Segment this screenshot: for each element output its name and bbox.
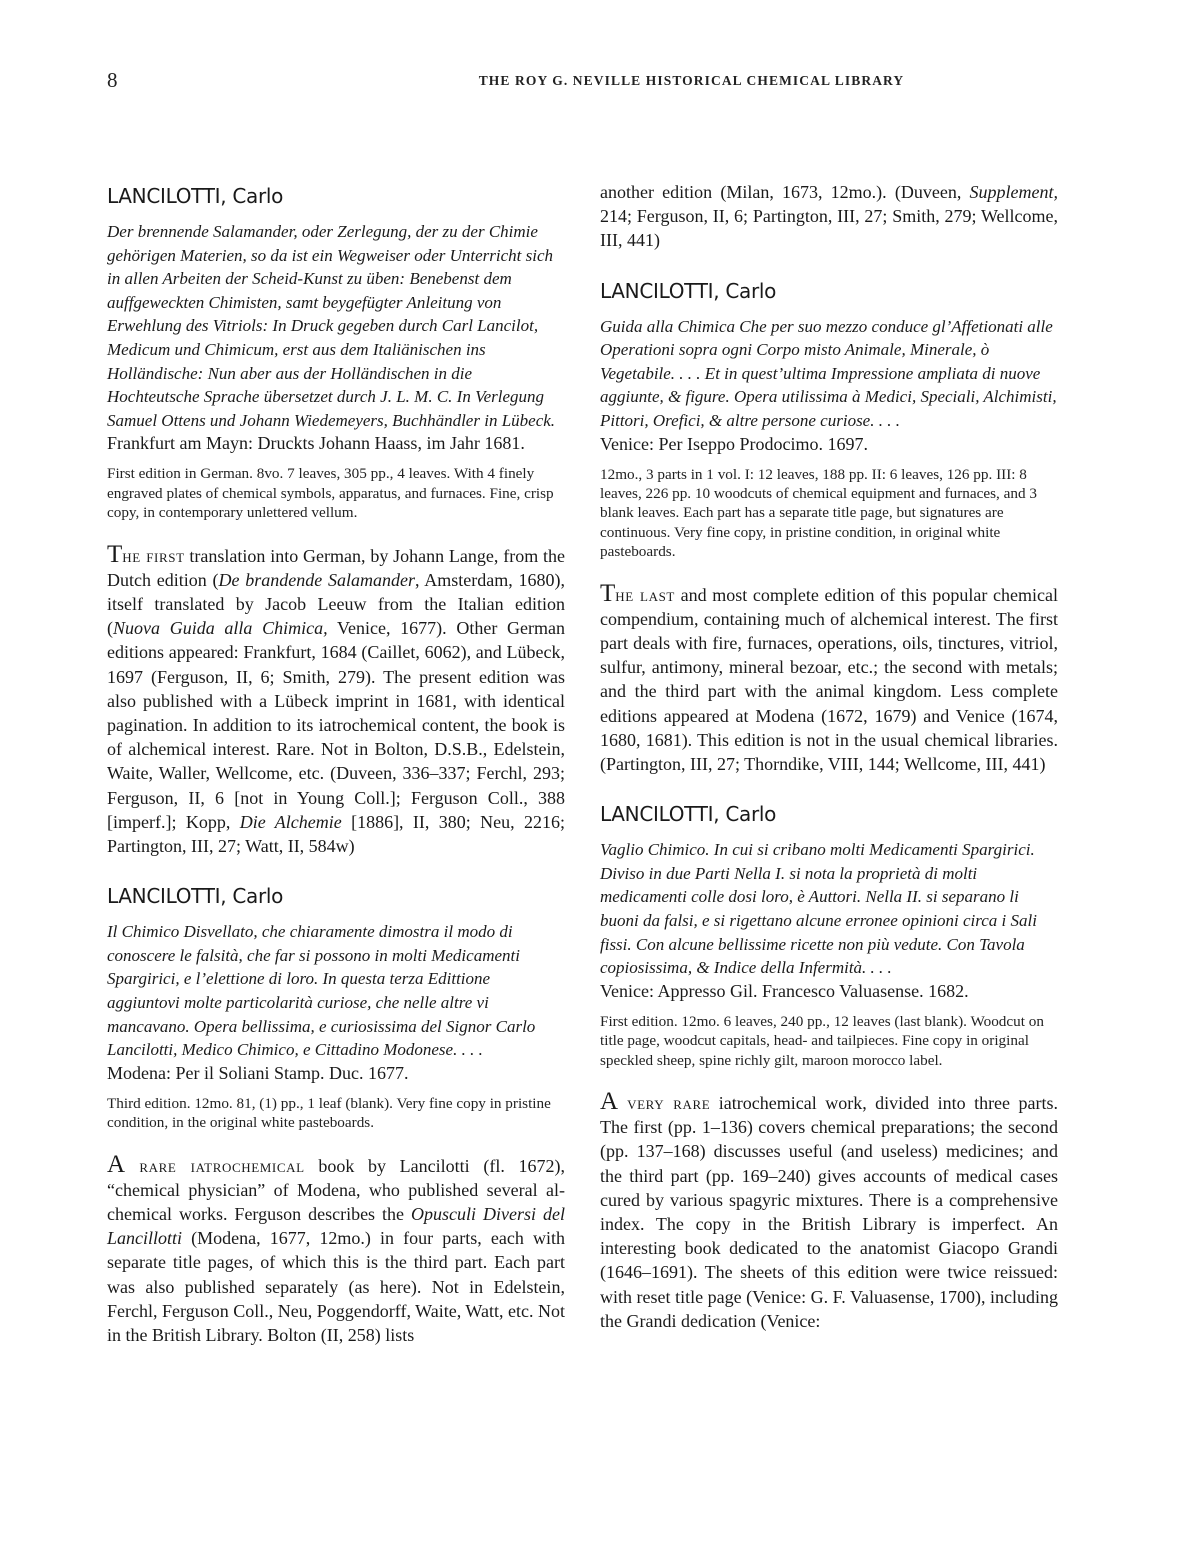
entry-2 (107, 884, 565, 1347)
note-text: 214; Ferguson, II, 6; Partington, III, 27; Smith, 279; Wellcome, III, 441) (600, 206, 1058, 251)
entry-4 (600, 802, 1058, 1333)
note-text: [1886], II, 380; Neu, 2216; Partington, III, 27; Watt, II, 584w) (107, 811, 565, 856)
entry-collation: First edition. 12mo. 6 leaves, 240 pp., 12 leaves (last blank). Woodcut on title page, woodcut capitals, head- and tailpieces. Fine copy in original speckled sheep, spine richly gilt, maroon morocco label. (600, 1012, 1044, 1069)
dropcap: A (600, 1088, 619, 1116)
small-caps-lead: he last (615, 584, 675, 605)
note-text: iatrochemical work, divided into three parts. The first (pp. 1–136) covers chemical preparations; the second (pp. 137–168) discusses useful (and useless) medicines; and the third part (pp. 169–240) gives accounts of medical cases cured by various spagyric mixtures. There is a comprehensive index. The copy in the British Library is imperfect. An interesting book dedicated to the anatomist Giacopo Grandi (1646–1691). The sheets of this edition were twice reissued: with reset title page (Venice: G. F. Valuasense, 1700), including the Grandi dedication (Venice: (600, 1093, 1058, 1331)
entry-imprint: Venice: Per Iseppo Prodocimo. 1697. (600, 433, 868, 454)
note-text: book by Lancilotti (fl. 1672), “chemical physician” of Modena, who published several alchemical works. Ferguson describes the (107, 1155, 565, 1224)
entry-title: Vaglio Chimico. In cui si cribano molti Medicamenti Spargirici. Diviso in due Parti Nella I. si nota la proprietà di molti medicamenti colle dosi loro, è Auttori. Nella II. si separano li buoni da falsi, e si rigettano alcune erronee opinioni circa i Sali fissi. Con alcune bellissime ricette non più vedute. Con Tavola copiosissima, & Indice della Infermità. . . . (600, 840, 1037, 978)
note-text: , Amsterdam, 1680), itself translated by Jacob Leeuw from the Italian edition ( (107, 569, 566, 639)
entry-collation: Third edition. 12mo. 81, (1) pp., 1 leaf (blank). Very fine copy in pristine condition, in the original white pasteboards. (107, 1094, 551, 1132)
note-text: and most complete edition of this popular chemical compendium, containing much of alchemical interest. The first part deals with fire, furnaces, operations, oils, tinctures, vitriol, sulfur, antimony, mineral bezoar, etc.; the second with metals; and the third part with the animal kingdom. Less complete editions appeared at Modena (1672, 1679) and Venice (1674, 1680, 1681). This edition is not in the usual chemical libraries. (Partington, III, 27; Thorndike, VIII, 144; Wellcome, III, 441) (600, 584, 1058, 775)
entry-author: LANCILOTTI, Carlo (600, 802, 777, 827)
entry-note (107, 1150, 565, 1348)
entry-collation: First edition in German. 8vo. 7 leaves, 305 pp., 4 leaves. With 4 finely engraved plates of chemical symbols, apparatus, and furnaces. Fine, crisp copy, in contemporary unlettered vellum. (107, 465, 554, 522)
note-italic: Supplement, (969, 182, 1058, 202)
small-caps-lead: very rare (618, 1093, 711, 1114)
note-italic: Nuova Guida alla Chimica, (113, 618, 328, 639)
page-number: 8 (107, 68, 118, 92)
note-italic: Die Alchemie (239, 811, 342, 832)
dropcap: T (600, 579, 616, 607)
entry-author: LANCILOTTI, Carlo (107, 184, 284, 208)
entry-title: Il Chimico Disvellato, che chiaramente dimostra il modo di conoscere le falsità, che far si possono in molti Medicamenti Spargirici, e l’elettione di loro. In questa terza Edittione aggiuntovi molte particolarità curiose, che nelle altre vi mancavano. Opera bellissima, e curiosissima del Signor Carlo Lancilotti, Medico Chimico, e Cittadino Modonese. . . . (107, 922, 536, 1060)
entry-collation: 12mo., 3 parts in 1 vol. I: 12 leaves, 188 pp. II: 6 leaves, 126 pp. III: 8 leaves, 226 pp. 10 woodcuts of chemical equipment and furnaces, and 3 blank leaves. Each part has a separate title page, but signatures are continuous. Very fine copy, in pristine condition, in original white pasteboards. (600, 465, 1037, 561)
dropcap: T (107, 540, 123, 568)
note-italic: Opusculi Diversi del Lancillotti (107, 1203, 565, 1249)
entry-imprint: Frankfurt am Mayn: Druckts Johann Haass, im Jahr 1681. (107, 433, 525, 454)
entry-note-continued (600, 180, 1058, 253)
note-text: translation into German, by Johann Lange, from the Dutch edition ( (107, 545, 566, 590)
entry-imprint: Modena: Per il Soliani Stamp. Duc. 1677. (107, 1062, 409, 1083)
right-column (600, 180, 1058, 1333)
entry-imprint: Venice: Appresso Gil. Francesco Valuasense. 1682. (600, 980, 969, 1001)
note-italic: De brandende Salamander (218, 569, 415, 590)
left-column (107, 184, 565, 1347)
entry-note (600, 579, 1058, 777)
note-text: another edition (Milan, 1673, 12mo.). (Duveen, (600, 182, 970, 202)
note-text: (Modena, 1677, 12mo.) in four parts, each with separate title pages, of which this is the third part. Each part was also published separately (as here). Not in Edelstein, Ferchl, Ferguson Coll., Neu, Poggendorff, Waite, Watt, etc. Not in the British Library. Bolton (II, 258) lists (107, 1228, 565, 1345)
running-head: THE ROY G. NEVILLE HISTORICAL CHEMICAL LIBRARY (478, 73, 905, 88)
small-caps-lead: rare iatrochemical (125, 1155, 305, 1176)
note-text: Venice, 1677). Other German editions appeared: Frankfurt, 1684 (Caillet, 6062), and Lübeck, 1697 (Ferguson, II, 6; Smith, 279). The present edition was also published with a Lübeck imprint in 1681, with identical pagination. In addition to its iatrochemical content, the book is of alchemical interest. Rare. Not in Bolton, D.S.B., Edelstein, Waite, Waller, Wellcome, etc. (Duveen, 336–337; Ferchl, 293; Ferguson, II, 6 [not in Young Coll.]; Ferguson Coll., 388 [imperf.]; Kopp, (107, 618, 565, 832)
small-caps-lead: he first (122, 545, 185, 566)
entry-note (600, 1090, 1058, 1333)
entry-3 (600, 279, 1058, 777)
dropcap: A (107, 1150, 126, 1178)
entry-title: Guida alla Chimica Che per suo mezzo conduce gl’Affetionati alle Operationi sopra ogni Corpo misto Animale, Minerale, ò Vegetabile. . . . Et in quest’ultima Impressione ampliata di nuove aggiunte, & figure. Opera utilissima à Medici, Speciali, Alchimisti, Pittori, Orefici, & altre persone curiose. . . . (600, 316, 1057, 430)
entry-note (107, 540, 566, 859)
entry-author: LANCILOTTI, Carlo (600, 278, 777, 303)
entry-1 (107, 184, 565, 858)
entry-title: Der brennende Salamander, oder Zerlegung, der zu der Chimie gehörigen Materien, so da ist ein Wegweiser oder Unterricht sich in allen Arbeiten der Scheid-Kunst zu üben: Benebenst dem auffgeweckten Chimisten, samt beygefügter Anleitung von Erwehlung des Vitriols: In Druck gegeben durch Carl Lancilot, Medicum und Chimicum, erst aus dem Italiänischen ins Holländische: Nun aber aus der Holländischen in die Hochteutsche Sprache übersetzet durch J. L. M. C. In Verlegung Samuel Ottens und Johann Wiedemeyers, Buchhändler in Lübeck. (107, 222, 556, 430)
entry-author: LANCILOTTI, Carlo (107, 884, 284, 909)
